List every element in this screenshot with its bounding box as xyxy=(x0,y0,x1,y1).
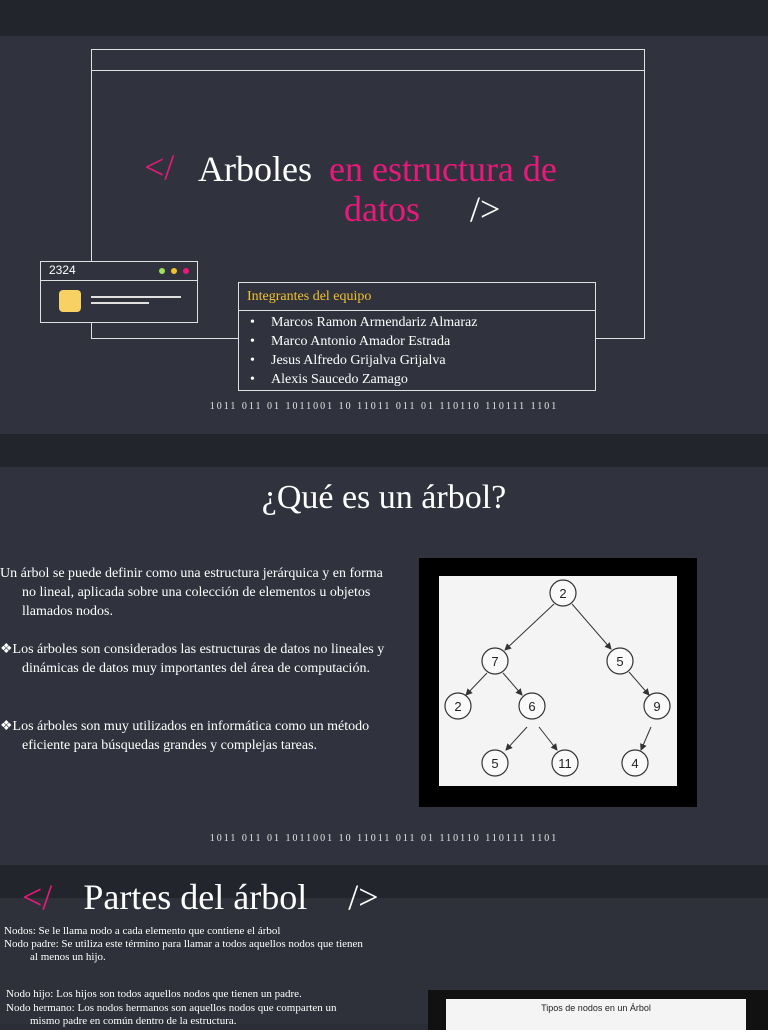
team-list xyxy=(239,313,595,389)
team-member: • Jesus Alfredo Grijalva Grijalva xyxy=(239,351,595,370)
edge xyxy=(506,727,527,750)
definition-nodo-padre-cont: al menos un hijo. xyxy=(30,951,106,963)
binary-footer: 1011 011 01 1011001 10 11011 011 01 110110 110111 1101 xyxy=(209,833,559,844)
tree-node-label: 5 xyxy=(491,756,499,771)
title-pink-line1: en estructura de xyxy=(329,149,557,189)
slide3-title: Partes del árbol xyxy=(83,877,308,917)
team-card xyxy=(238,282,596,391)
mini-window-titlebar xyxy=(41,262,197,281)
tree-node-label: 4 xyxy=(631,756,639,771)
tree-image-frame xyxy=(419,558,697,807)
team-heading: Integrantes del equipo xyxy=(239,283,595,311)
binary-tree-svg xyxy=(439,576,677,786)
mini-window-graphic xyxy=(40,261,198,323)
paragraph-definition: Un árbol se puede definir como una estructura jerárquica y en forma no lineal, aplicada sobre una colección de elementos u objetos llamados nodos. xyxy=(0,566,383,619)
definition-nodo-padre: Nodo padre: Se utiliza este término para llamar a todos aquellos nodos que tienen xyxy=(4,938,363,950)
slide3-tag-close: /> xyxy=(348,877,379,917)
paragraph-structures: ❖Los árboles son considerados las estructuras de datos no lineales y dinámicas de datos muy importantes del área de computación. xyxy=(0,642,385,676)
text-line-icon xyxy=(91,296,181,298)
edge xyxy=(503,673,522,695)
edge xyxy=(572,604,611,649)
title-tag-close: /> xyxy=(470,189,501,229)
yellow-square-icon xyxy=(59,290,81,312)
tree-node-label: 7 xyxy=(491,654,499,669)
slide-tree-parts[interactable] xyxy=(0,877,768,1027)
tree-node-label: 5 xyxy=(616,654,624,669)
edge xyxy=(641,727,651,750)
team-member: • Marco Antonio Amador Estrada xyxy=(239,332,595,351)
definition-nodo-hermano-cont: mismo padre en común dentro de la estructura. xyxy=(30,1015,237,1027)
green-dot-icon xyxy=(159,268,165,274)
title-pink-line2: datos xyxy=(344,189,420,229)
tree-node-label: 2 xyxy=(454,699,462,714)
tree-diagram xyxy=(439,576,677,786)
definition-nodos: Nodos: Se le llama nodo a cada elemento que contiene el árbol xyxy=(4,925,281,937)
tree-node-label: 6 xyxy=(528,699,536,714)
node-types-caption: Tipos de nodos en un Árbol xyxy=(446,999,746,1030)
binary-footer: 1011 011 01 1011001 10 11011 011 01 110110 110111 1101 xyxy=(209,401,559,412)
slide-what-is-tree[interactable] xyxy=(0,467,768,865)
edge xyxy=(505,604,554,650)
slide2-title: ¿Qué es un árbol? xyxy=(261,479,507,516)
tree-node-label: 9 xyxy=(653,699,661,714)
slide3-title-row xyxy=(22,876,379,918)
slide3-tag-open: </ xyxy=(22,877,53,917)
tree-node-label: 2 xyxy=(559,586,567,601)
mini-window-number: 2324 xyxy=(49,263,76,277)
pink-dot-icon xyxy=(183,268,189,274)
node-types-image xyxy=(428,990,768,1030)
yellow-dot-icon xyxy=(171,268,177,274)
edge xyxy=(539,727,557,750)
tree-node-label: 11 xyxy=(558,756,572,771)
gap-1 xyxy=(0,434,768,467)
paragraph-usage: ❖Los árboles son muy utilizados en informática como un método eficiente para búsquedas grandes y complejas tareas. xyxy=(0,719,370,753)
definition-nodo-hermano: Nodo hermano: Los nodos hermanos son aquellos nodos que comparten un xyxy=(6,1002,337,1014)
title-white-word: Arboles xyxy=(198,149,312,189)
team-member: • Marcos Ramon Armendariz Almaraz xyxy=(239,313,595,332)
top-gap xyxy=(0,0,768,36)
title-tag-open: </ xyxy=(144,147,175,187)
window-frame-titlebar xyxy=(92,50,644,71)
definition-nodo-hijo: Nodo hijo: Los hijos son todos aquellos nodos que tienen un padre. xyxy=(6,988,302,1000)
slide-title[interactable] xyxy=(0,36,768,434)
edge xyxy=(629,672,649,695)
edge xyxy=(466,673,487,695)
team-member: • Alexis Saucedo Zamago xyxy=(239,370,595,389)
main-title xyxy=(100,146,660,230)
text-line-short-icon xyxy=(91,302,149,304)
